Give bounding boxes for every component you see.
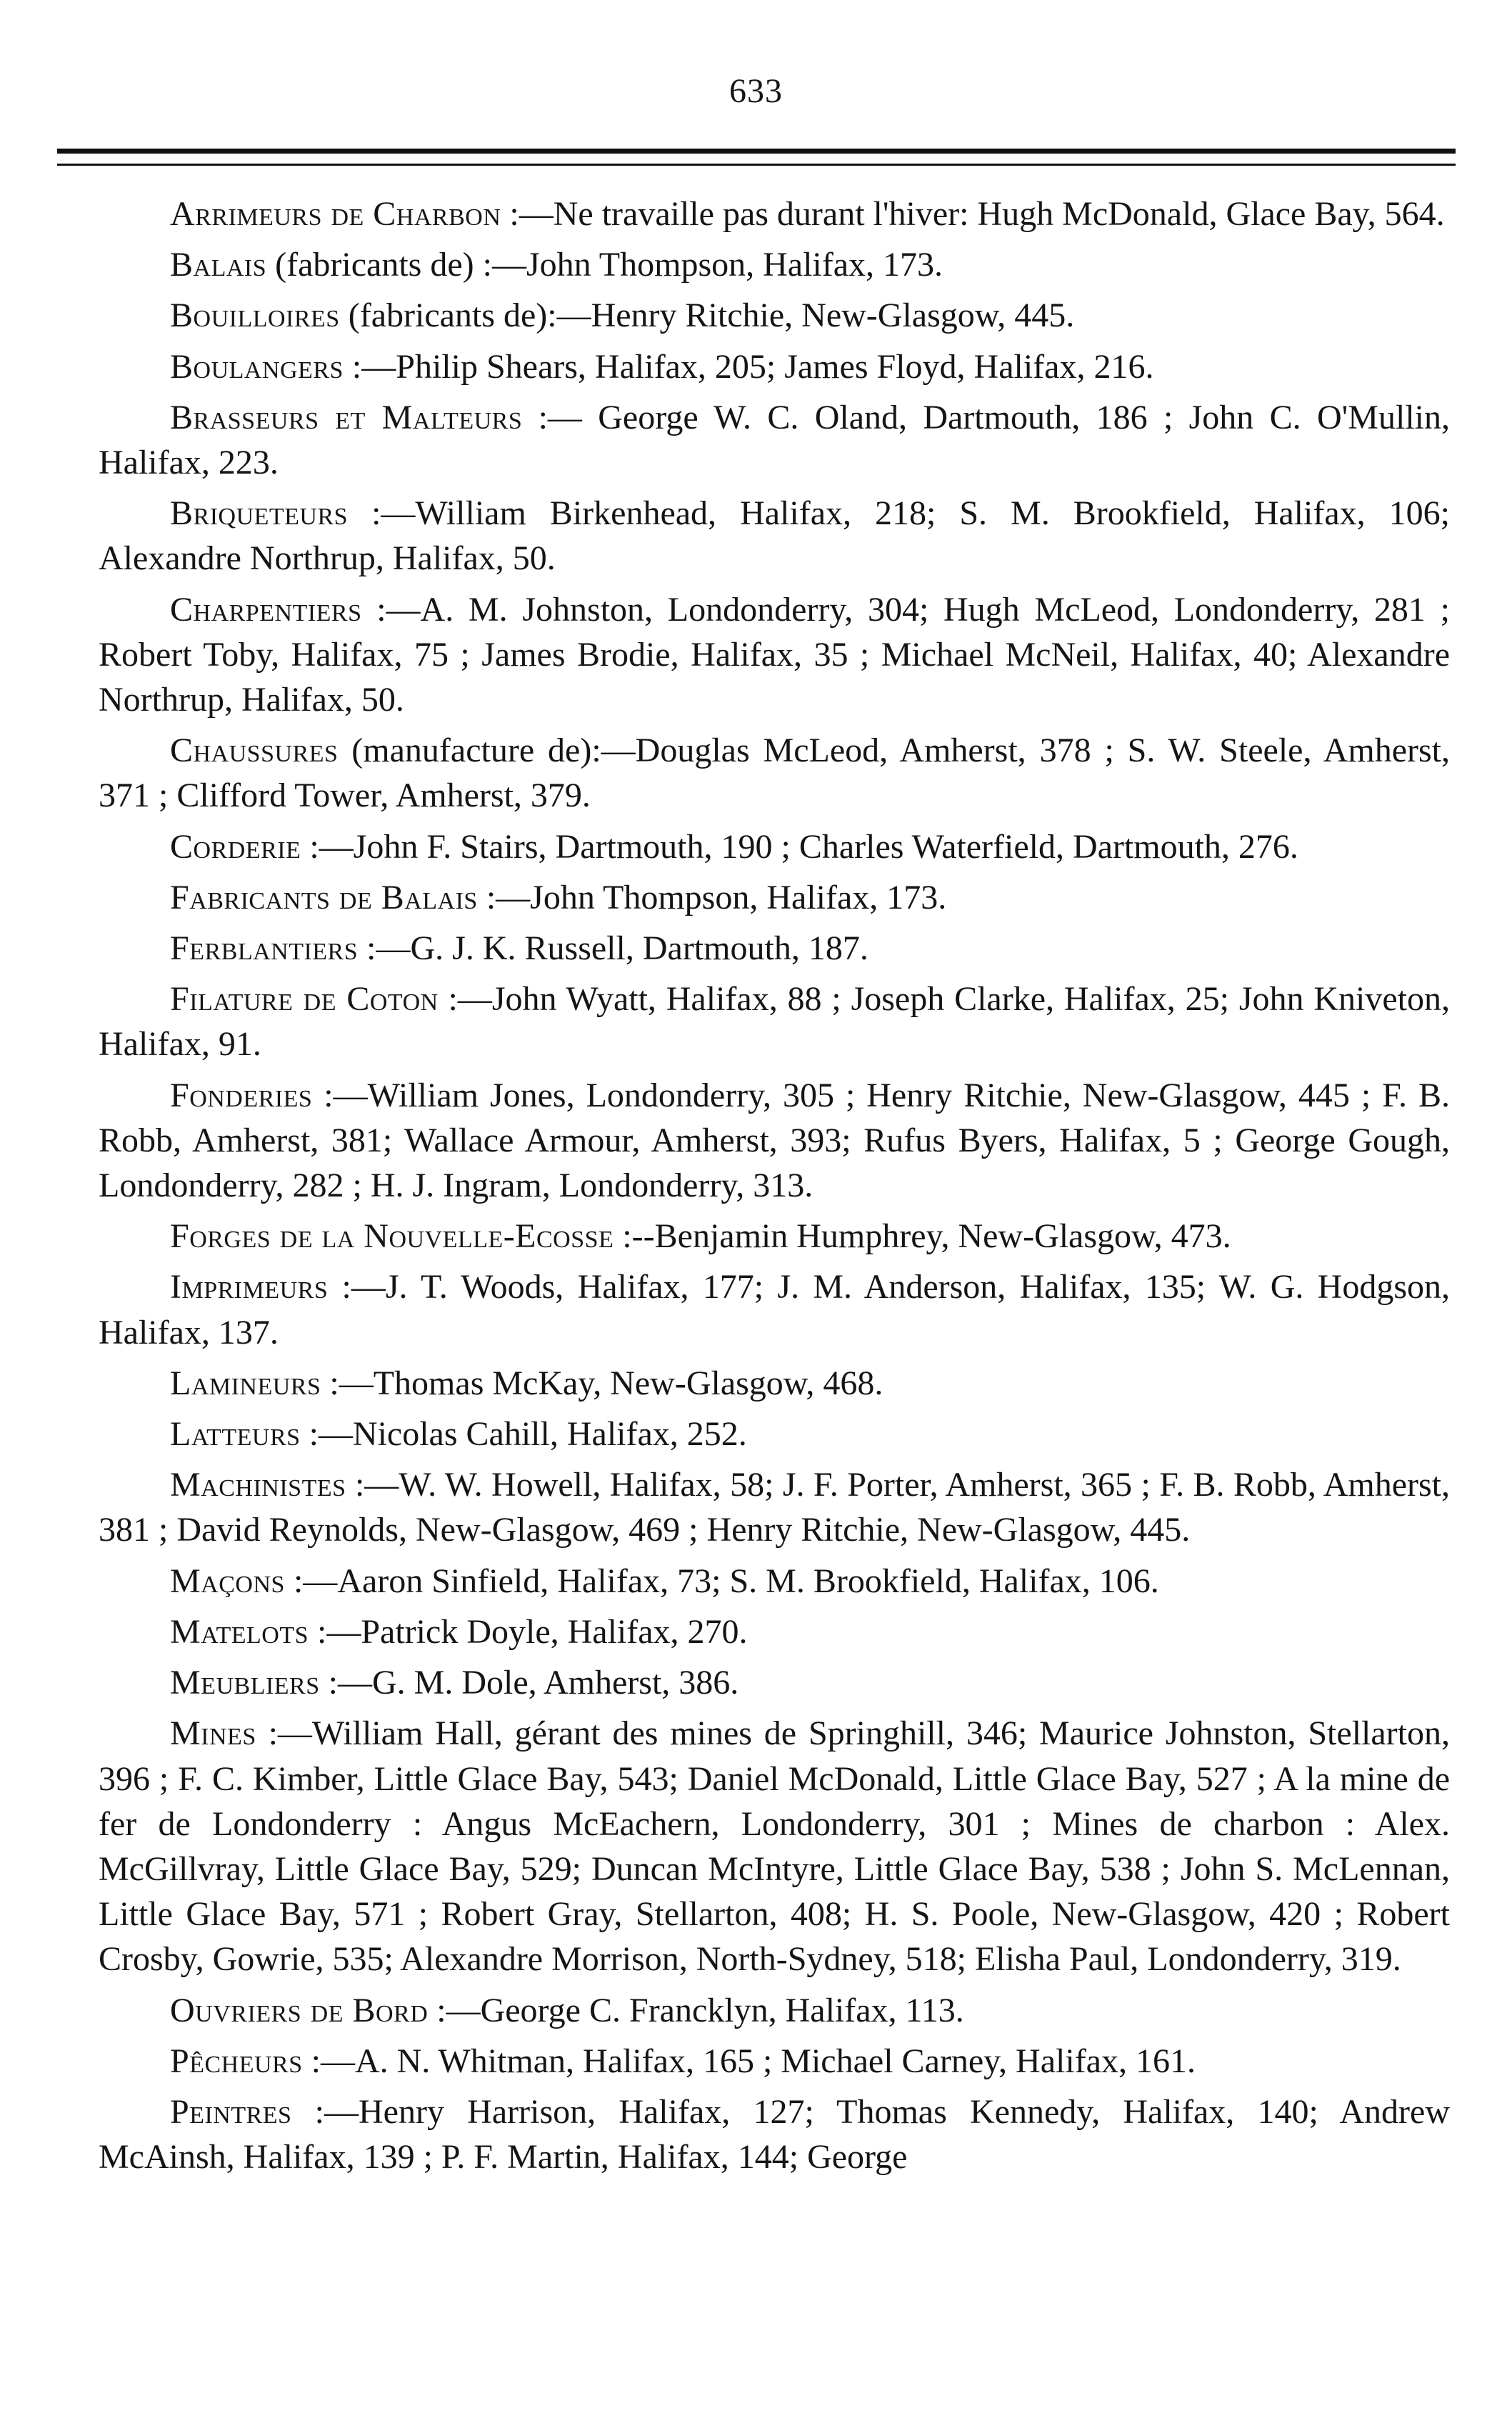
- entry-fonderies: [99, 1073, 1450, 1214]
- entry-heading: Briqueteurs: [170, 494, 349, 533]
- entry-text: :—A. M. Johnston, Londonderry, 304; Hugh McLeod, Londonderry, 281 ; Robert Toby, Halifax, 75 ; James Brodie, Halifax, 35 ; Michael McNeil, Halifax, 40; Alexandre Northrup, Halifax, 50.: [99, 590, 1450, 719]
- entry-text: :—Patrick Doyle, Halifax, 270.: [309, 1612, 748, 1651]
- header-rule-thin: [57, 164, 1456, 166]
- entry-text: :—J. T. Woods, Halifax, 177; J. M. Anderson, Halifax, 135; W. G. Hodgson, Halifax, 137.: [99, 1268, 1450, 1352]
- entry-meubliers: [99, 1660, 1450, 1711]
- entry-text: :—W. W. Howell, Halifax, 58; J. F. Porter, Amherst, 365 ; F. B. Robb, Amherst, 381 ; David Reynolds, New-Glasgow, 469 ; Henry Ritchie, New-Glasgow, 445.: [99, 1466, 1450, 1549]
- entry-heading: Fonderies: [170, 1076, 313, 1114]
- entry-heading: Mines: [170, 1714, 256, 1753]
- entry-text: :—Philip Shears, Halifax, 205; James Floyd, Halifax, 216.: [343, 347, 1154, 386]
- entry-mines: [99, 1711, 1450, 1987]
- entry-heading: Ferblantiers: [170, 929, 359, 968]
- entry-heading: Brasseurs et Malteurs: [170, 398, 523, 436]
- entry-heading: Lamineurs: [170, 1364, 321, 1402]
- entry-boulangers: [99, 344, 1450, 395]
- entry-matelots: [99, 1609, 1450, 1660]
- entry-bouilloires: [99, 293, 1450, 344]
- entry-heading: Boulangers: [170, 347, 344, 386]
- entry-heading: Pêcheurs: [170, 2042, 303, 2080]
- entry-text: :—G. J. K. Russell, Dartmouth, 187.: [358, 929, 868, 968]
- entry-heading: Meubliers: [170, 1664, 320, 1702]
- entry-peintres: [99, 2089, 1450, 2185]
- entry-brasseurs-et-malteurs: [99, 395, 1450, 491]
- entry-text: :—George C. Francklyn, Halifax, 113.: [428, 1991, 964, 2029]
- entry-text: :—Nicolas Cahill, Halifax, 252.: [300, 1415, 747, 1454]
- entry-text: :—Ne travaille pas durant l'hiver: Hugh McDonald, Glace Bay, 564.: [501, 195, 1445, 233]
- entry-corderie: [99, 824, 1450, 875]
- directory-listing: [99, 191, 1450, 2185]
- entry-text: :—Aaron Sinfield, Halifax, 73; S. M. Brookfield, Halifax, 106.: [284, 1562, 1159, 1600]
- entry-heading: Maçons: [170, 1562, 285, 1600]
- entry-latteurs: [99, 1412, 1450, 1462]
- entry-filature-de-coton: [99, 976, 1450, 1072]
- entry-text: :—William Jones, Londonderry, 305 ; Henry Ritchie, New-Glasgow, 445 ; F. B. Robb, Amherst, 381; Wallace Armour, Amherst, 393; Rufus Byers, Halifax, 5 ; George Gough, Londonderry, 282 ; H. J. Ingram, Londonderry, 313.: [99, 1076, 1450, 1205]
- entry-heading: Balais: [170, 246, 267, 284]
- entry-heading: Latteurs: [170, 1415, 301, 1454]
- entry-text: (manufacture de):—Douglas McLeod, Amherst, 378 ; S. W. Steele, Amherst, 371 ; Clifford Tower, Amherst, 379.: [99, 731, 1450, 815]
- entry-balais: [99, 242, 1450, 293]
- entry-heading: Forges de la Nouvelle-Ecosse: [170, 1217, 614, 1256]
- entry-heading: Corderie: [170, 827, 301, 866]
- header-rule-thick: [57, 149, 1456, 154]
- entry-briqueteurs: [99, 491, 1450, 586]
- page-number: 633: [729, 72, 783, 110]
- entry-heading: Chaussures: [170, 731, 339, 770]
- entry-ouvriers-de-bord: [99, 1988, 1450, 2039]
- entry-text: :—William Hall, gérant des mines de Springhill, 346; Maurice Johnston, Stellarton, 396 ; F. C. Kimber, Little Glace Bay, 543; Daniel McDonald, Little Glace Bay, 527 ; A la mine de fer de Londonderry : Angus McEachern, Londonderry, 301 ; Mines de charbon : Alex. McGillvray, Little Glace Bay, 529; Duncan McIntyre, Little Glace Bay, 538 ; John S. McLennan, Little Glace Bay, 571 ; Robert Gray, Stellarton, 408; H. S. Poole, New-Glasgow, 420 ; Robert Crosby, Gowrie, 535; Alexandre Morrison, North-Sydney, 518; Elisha Paul, Londonderry, 319.: [99, 1714, 1450, 1979]
- entry-fabricants-de-balais: [99, 875, 1450, 926]
- entry-machinistes: [99, 1462, 1450, 1558]
- entry-text: (fabricants de) :—John Thompson, Halifax, 173.: [266, 246, 943, 284]
- entry-heading: Charpentiers: [170, 590, 362, 629]
- entry-imprimeurs: [99, 1264, 1450, 1360]
- entry-text: :—John F. Stairs, Dartmouth, 190 ; Charles Waterfield, Dartmouth, 276.: [301, 827, 1298, 866]
- entry-text: (fabricants de):—Henry Ritchie, New-Glasgow, 445.: [339, 296, 1075, 335]
- entry-lamineurs: [99, 1361, 1450, 1412]
- entry-macons: [99, 1559, 1450, 1609]
- entry-chaussures: [99, 728, 1450, 824]
- entry-text: :—John Wyatt, Halifax, 88 ; Joseph Clarke, Halifax, 25; John Kniveton, Halifax, 91.: [99, 980, 1450, 1064]
- entry-forges-de-la-nouvelle-ecosse: [99, 1214, 1450, 1264]
- entry-heading: Arrimeurs de Charbon: [170, 195, 501, 233]
- entry-heading: Ouvriers de Bord: [170, 1991, 429, 2029]
- entry-ferblantiers: [99, 926, 1450, 976]
- entry-arrimeurs-de-charbon: [99, 191, 1450, 242]
- entry-heading: Bouilloires: [170, 296, 340, 335]
- entry-heading: Machinistes: [170, 1466, 346, 1504]
- entry-text: :—John Thompson, Halifax, 173.: [477, 878, 947, 916]
- entry-text: :—Thomas McKay, New-Glasgow, 468.: [321, 1364, 883, 1402]
- entry-heading: Matelots: [170, 1612, 309, 1651]
- entry-heading: Imprimeurs: [170, 1268, 329, 1307]
- entry-charpentiers: [99, 587, 1450, 729]
- entry-text: :— George W. C. Oland, Dartmouth, 186 ; John C. O'Mullin, Halifax, 223.: [99, 398, 1450, 482]
- entry-text: :—A. N. Whitman, Halifax, 165 ; Michael Carney, Halifax, 161.: [302, 2042, 1196, 2080]
- entry-heading: Fabricants de Balais: [170, 878, 478, 916]
- entry-text: :—Henry Harrison, Halifax, 127; Thomas Kennedy, Halifax, 140; Andrew McAinsh, Halifax, 139 ; P. F. Martin, Halifax, 144; George: [99, 2092, 1450, 2177]
- entry-text: :—G. M. Dole, Amherst, 386.: [319, 1664, 739, 1702]
- entry-text: :—William Birkenhead, Halifax, 218; S. M. Brookfield, Halifax, 106; Alexandre Northrup, Halifax, 50.: [99, 494, 1450, 578]
- entry-heading: Filature de Coton: [170, 980, 439, 1019]
- entry-text: :--Benjamin Humphrey, New-Glasgow, 473.: [614, 1217, 1231, 1256]
- entry-pecheurs: [99, 2039, 1450, 2089]
- entry-heading: Peintres: [170, 2092, 292, 2131]
